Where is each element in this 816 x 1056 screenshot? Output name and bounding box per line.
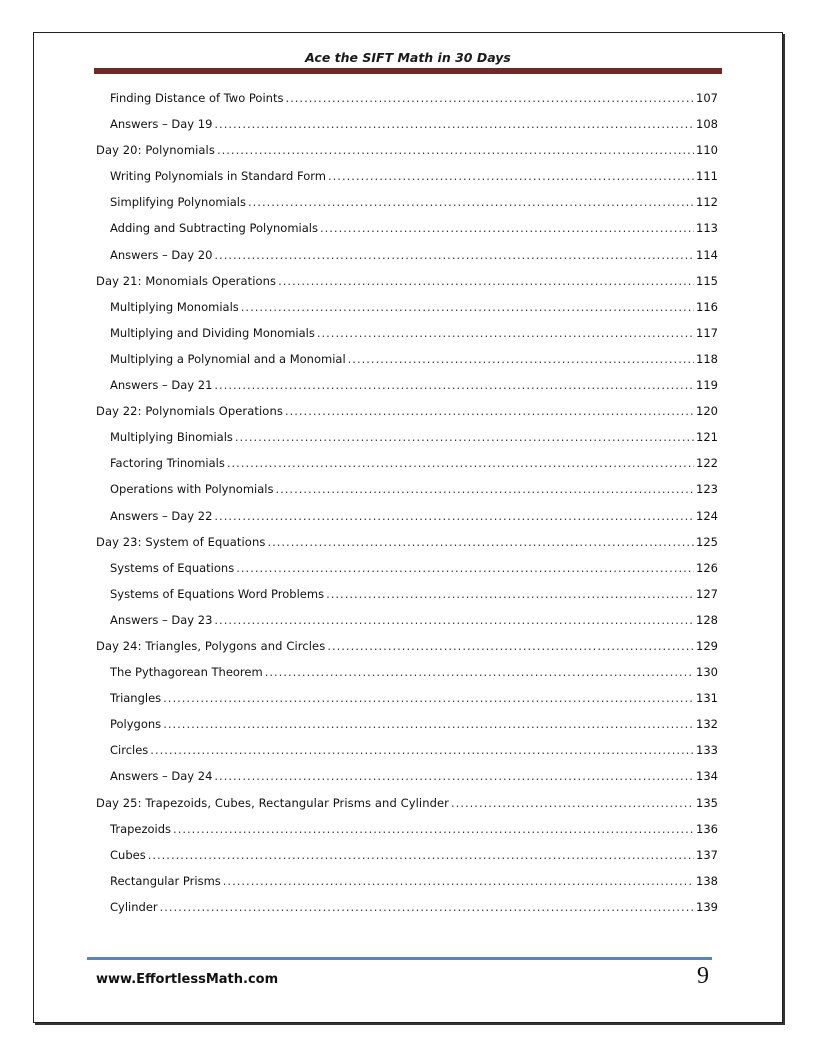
toc-entry-page: 122 xyxy=(696,456,718,471)
toc-section-entry[interactable] xyxy=(96,248,718,274)
toc-dot-leader xyxy=(265,665,694,679)
toc-entry-page: 137 xyxy=(696,847,718,862)
toc-entry-title: Multiplying Binomials xyxy=(110,430,233,445)
toc-entry-title: Systems of Equations Word Problems xyxy=(110,586,325,601)
toc-dot-leader xyxy=(285,91,694,105)
toc-section-entry[interactable] xyxy=(96,378,718,404)
running-header-title: Ace the SIFT Math in 30 Days xyxy=(305,50,511,65)
toc-entry-title: Day 24: Triangles, Polygons and Circles xyxy=(96,638,326,653)
toc-entry-title: Circles xyxy=(110,743,149,758)
toc-entry-page: 119 xyxy=(696,378,718,393)
toc-dot-leader xyxy=(278,274,694,288)
toc-entry-title: Cubes xyxy=(110,847,146,862)
toc-dot-leader xyxy=(214,769,694,783)
toc-dot-leader xyxy=(227,456,694,470)
toc-entry-page: 134 xyxy=(696,769,718,784)
toc-dot-leader xyxy=(148,848,694,862)
toc-dot-leader xyxy=(214,117,694,131)
toc-chapter-entry[interactable] xyxy=(96,274,718,300)
toc-entry-title: Simplifying Polynomials xyxy=(110,195,246,210)
toc-entry-title: Trapezoids xyxy=(110,821,172,836)
toc-dot-leader xyxy=(317,326,694,340)
toc-entry-page: 118 xyxy=(696,351,718,366)
toc-section-entry[interactable] xyxy=(96,874,718,900)
toc-dot-leader xyxy=(327,639,694,653)
toc-entry-title: Answers – Day 24 xyxy=(110,769,213,784)
toc-section-entry[interactable] xyxy=(96,430,718,456)
toc-dot-leader xyxy=(348,352,694,366)
toc-dot-leader xyxy=(248,195,694,209)
toc-dot-leader xyxy=(214,509,694,523)
toc-dot-leader xyxy=(275,482,694,496)
toc-entry-title: Systems of Equations xyxy=(110,560,235,575)
toc-chapter-entry[interactable] xyxy=(96,404,718,430)
toc-entry-page: 135 xyxy=(696,795,718,810)
toc-entry-title: The Pythagorean Theorem xyxy=(110,665,263,680)
toc-entry-page: 113 xyxy=(696,221,718,236)
toc-section-entry[interactable] xyxy=(96,456,718,482)
toc-entry-page: 108 xyxy=(696,117,718,132)
toc-entry-page: 136 xyxy=(696,821,718,836)
toc-entry-page: 133 xyxy=(696,743,718,758)
toc-entry-page: 114 xyxy=(696,247,718,262)
toc-section-entry[interactable] xyxy=(96,326,718,352)
toc-section-entry[interactable] xyxy=(96,352,718,378)
toc-section-entry[interactable] xyxy=(96,482,718,508)
toc-entry-page: 128 xyxy=(696,612,718,627)
toc-entry-page: 121 xyxy=(696,430,718,445)
toc-entry-title: Rectangular Prisms xyxy=(110,873,221,888)
toc-dot-leader xyxy=(236,561,694,575)
toc-entry-title: Triangles xyxy=(110,691,162,706)
toc-entry-page: 139 xyxy=(696,899,718,914)
toc-dot-leader xyxy=(214,378,694,392)
toc-section-entry[interactable] xyxy=(96,300,718,326)
toc-entry-page: 111 xyxy=(696,169,718,184)
toc-dot-leader xyxy=(320,221,694,235)
toc-entry-title: Day 25: Trapezoids, Cubes, Rectangular Prisms and Cylinder xyxy=(96,795,450,810)
toc-entry-page: 125 xyxy=(696,534,718,549)
toc-entry-title: Factoring Trinomials xyxy=(110,456,225,471)
toc-section-entry[interactable] xyxy=(96,613,718,639)
toc-entry-page: 138 xyxy=(696,873,718,888)
toc-entry-page: 110 xyxy=(696,143,718,158)
toc-entry-title: Finding Distance of Two Points xyxy=(110,91,284,105)
toc-entry-title: Day 22: Polynomials Operations xyxy=(96,404,283,419)
toc-entry-title: Polygons xyxy=(110,717,162,732)
toc-dot-leader xyxy=(214,248,694,262)
toc-section-entry[interactable] xyxy=(96,691,718,717)
toc-entry-page: 117 xyxy=(696,325,718,340)
toc-entry-title: Answers – Day 20 xyxy=(110,247,213,262)
toc-section-entry[interactable] xyxy=(96,117,718,143)
toc-entry-page: 130 xyxy=(696,665,718,680)
toc-entry-title: Writing Polynomials in Standard Form xyxy=(110,169,326,184)
toc-dot-leader xyxy=(223,874,694,888)
toc-entry-page: 112 xyxy=(696,195,718,210)
toc-entry-page: 124 xyxy=(696,508,718,523)
toc-section-entry[interactable] xyxy=(96,822,718,848)
toc-entry-title: Answers – Day 21 xyxy=(110,378,213,393)
toc-entry-page: 132 xyxy=(696,717,718,732)
toc-dot-leader xyxy=(328,169,694,183)
toc-entry-title: Answers – Day 19 xyxy=(110,117,213,132)
toc-entry-page: 129 xyxy=(696,638,718,653)
toc-chapter-entry[interactable] xyxy=(96,535,718,561)
toc-dot-leader xyxy=(326,587,694,601)
toc-dot-leader xyxy=(150,743,694,757)
toc-section-entry[interactable] xyxy=(96,91,718,117)
toc-entry-title: Multiplying and Dividing Monomials xyxy=(110,325,315,340)
toc-dot-leader xyxy=(241,300,694,314)
toc-entry-title: Multiplying a Polynomial and a Monomial xyxy=(110,351,346,366)
toc-section-entry[interactable] xyxy=(96,587,718,613)
toc-dot-leader xyxy=(214,613,694,627)
toc-chapter-entry[interactable] xyxy=(96,796,718,822)
toc-section-entry[interactable] xyxy=(96,769,718,795)
toc-entry-page: 131 xyxy=(696,691,718,706)
toc-entry-page: 120 xyxy=(696,404,718,419)
toc-entry-title: Operations with Polynomials xyxy=(110,482,274,497)
toc-entry-page: 115 xyxy=(696,273,718,288)
toc-dot-leader xyxy=(163,717,694,731)
toc-entry-title: Answers – Day 23 xyxy=(110,612,213,627)
toc-dot-leader xyxy=(451,796,694,810)
toc-dot-leader xyxy=(173,822,694,836)
toc-section-entry[interactable] xyxy=(96,717,718,743)
toc-entry-title: Day 21: Monomials Operations xyxy=(96,273,277,288)
toc-section-entry[interactable] xyxy=(96,665,718,691)
toc-section-entry[interactable] xyxy=(96,848,718,874)
toc-dot-leader xyxy=(217,143,694,157)
toc-dot-leader xyxy=(163,691,694,705)
toc-entry-title: Cylinder xyxy=(110,899,158,914)
toc-section-entry[interactable] xyxy=(96,900,718,926)
toc-entry-title: Answers – Day 22 xyxy=(110,508,213,523)
toc-section-entry[interactable] xyxy=(96,743,718,769)
toc-section-entry[interactable] xyxy=(96,195,718,221)
footer-rule xyxy=(87,957,712,960)
table-of-contents xyxy=(96,91,718,926)
toc-section-entry[interactable] xyxy=(96,561,718,587)
page-number: 9 xyxy=(697,963,709,989)
toc-chapter-entry[interactable] xyxy=(96,143,718,169)
toc-dot-leader xyxy=(267,535,694,549)
toc-chapter-entry[interactable] xyxy=(96,639,718,665)
toc-entry-page: 126 xyxy=(696,560,718,575)
toc-entry-page: 123 xyxy=(696,482,718,497)
toc-dot-leader xyxy=(285,404,694,418)
toc-section-entry[interactable] xyxy=(96,509,718,535)
toc-dot-leader xyxy=(235,430,694,444)
toc-entry-page: 107 xyxy=(696,91,718,105)
toc-dot-leader xyxy=(160,900,694,914)
footer-website: www.EffortlessMath.com xyxy=(96,972,279,987)
toc-entry-title: Day 20: Polynomials xyxy=(96,143,215,158)
toc-entry-title: Multiplying Monomials xyxy=(110,299,239,314)
toc-entry-title: Adding and Subtracting Polynomials xyxy=(110,221,318,236)
toc-entry-page: 127 xyxy=(696,586,718,601)
toc-section-entry[interactable] xyxy=(96,221,718,247)
toc-entry-page: 116 xyxy=(696,299,718,314)
header-rule xyxy=(94,68,722,74)
toc-entry-title: Day 23: System of Equations xyxy=(96,534,266,549)
toc-section-entry[interactable] xyxy=(96,169,718,195)
